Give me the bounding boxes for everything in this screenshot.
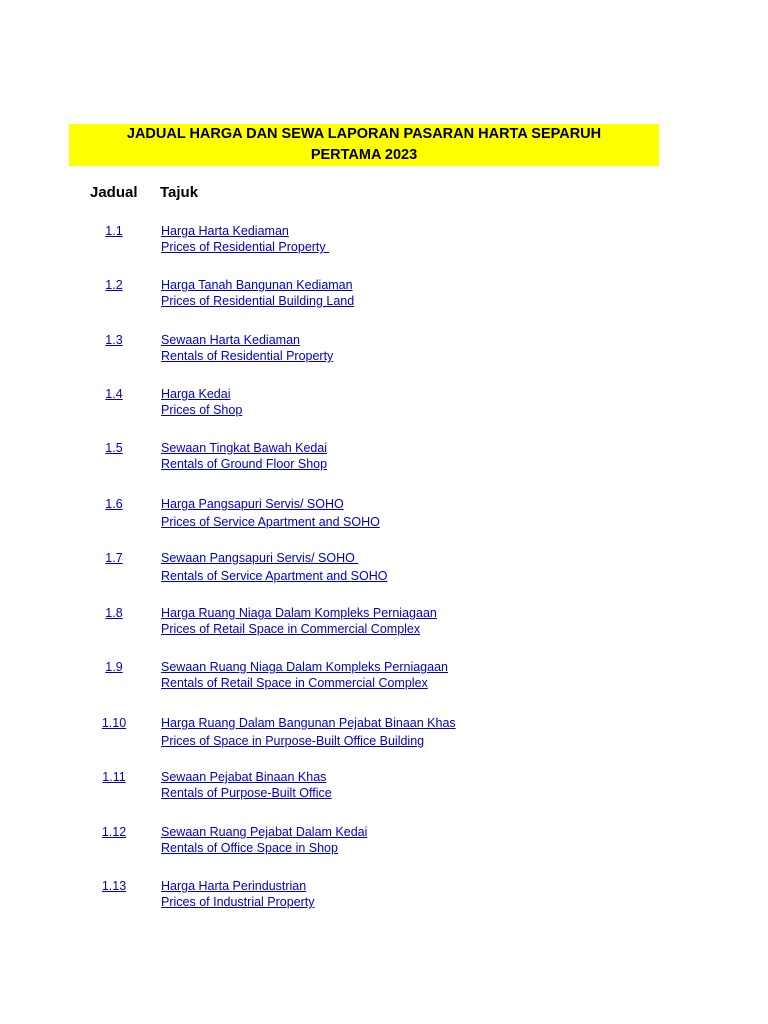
malay-title-link[interactable]: Sewaan Harta Kediaman [161,333,300,347]
column-header-title: Tajuk [160,184,199,201]
table-row [0,278,768,318]
table-row [0,825,768,865]
column-header-number: Jadual [90,184,138,201]
table-row [0,606,768,646]
malay-title-link[interactable]: Sewaan Ruang Pejabat Dalam Kedai [161,825,368,839]
table-number-link[interactable]: 1.7 [105,551,123,565]
malay-title-link[interactable]: Sewaan Tingkat Bawah Kedai [161,441,328,455]
table-number-link[interactable]: 1.4 [105,387,123,401]
table-number-link[interactable]: 1.1 [105,224,123,238]
table-row [0,770,768,810]
table-number-link[interactable]: 1.13 [101,879,127,893]
malay-title-link[interactable]: Harga Ruang Niaga Dalam Kompleks Perniagaan [161,606,437,620]
table-row [0,333,768,373]
table-row [0,660,768,700]
english-title-link[interactable]: Prices of Residential Property [161,240,330,254]
malay-title-link[interactable]: Harga Tanah Bangunan Kediaman [161,278,353,292]
table-number-link[interactable]: 1.10 [101,716,127,730]
english-title-link[interactable]: Prices of Residential Building Land [161,294,355,308]
english-title-link[interactable]: Rentals of Residential Property [161,349,334,363]
table-row [0,224,768,264]
malay-title-link[interactable]: Sewaan Pejabat Binaan Khas [161,770,327,784]
table-row [0,387,768,427]
table-number-link[interactable]: 1.3 [105,333,123,347]
title-line-1: JADUAL HARGA DAN SEWA LAPORAN PASARAN HARTA SEPARUH [126,126,602,142]
table-number-link[interactable]: 1.9 [105,660,123,674]
english-title-link[interactable]: Rentals of Purpose-Built Office [161,786,332,800]
english-title-link[interactable]: Prices of Shop [161,403,243,417]
english-title-link[interactable]: Prices of Space in Purpose-Built Office Building [161,734,425,748]
english-title-link[interactable]: Prices of Retail Space in Commercial Complex [161,622,421,636]
malay-title-link[interactable]: Sewaan Pangsapuri Servis/ SOHO [161,551,359,565]
table-row [0,497,768,537]
table-row [0,716,768,756]
malay-title-link[interactable]: Harga Pangsapuri Servis/ SOHO [161,497,344,511]
malay-title-link[interactable]: Harga Harta Kediaman [161,224,289,238]
malay-title-link[interactable]: Sewaan Ruang Niaga Dalam Kompleks Perniagaan [161,660,448,674]
document-title [69,124,659,166]
english-title-link[interactable]: Prices of Service Apartment and SOHO [161,515,380,529]
table-number-link[interactable]: 1.2 [105,278,123,292]
english-title-link[interactable]: Prices of Industrial Property [161,895,315,909]
english-title-link[interactable]: Rentals of Service Apartment and SOHO [161,569,388,583]
table-row [0,551,768,591]
table-number-link[interactable]: 1.6 [105,497,123,511]
table-number-link[interactable]: 1.5 [105,441,123,455]
english-title-link[interactable]: Rentals of Ground Floor Shop [161,457,328,471]
malay-title-link[interactable]: Harga Ruang Dalam Bangunan Pejabat Binaan Khas [161,716,456,730]
malay-title-link[interactable]: Harga Harta Perindustrian [161,879,307,893]
english-title-link[interactable]: Rentals of Retail Space in Commercial Complex [161,676,428,690]
table-number-link[interactable]: 1.8 [105,606,123,620]
table-number-link[interactable]: 1.12 [101,825,127,839]
malay-title-link[interactable]: Harga Kedai [161,387,231,401]
table-row [0,441,768,481]
table-row [0,879,768,919]
table-number-link[interactable]: 1.11 [102,770,126,784]
english-title-link[interactable]: Rentals of Office Space in Shop [161,841,338,855]
title-line-2: PERTAMA 2023 [310,147,418,163]
